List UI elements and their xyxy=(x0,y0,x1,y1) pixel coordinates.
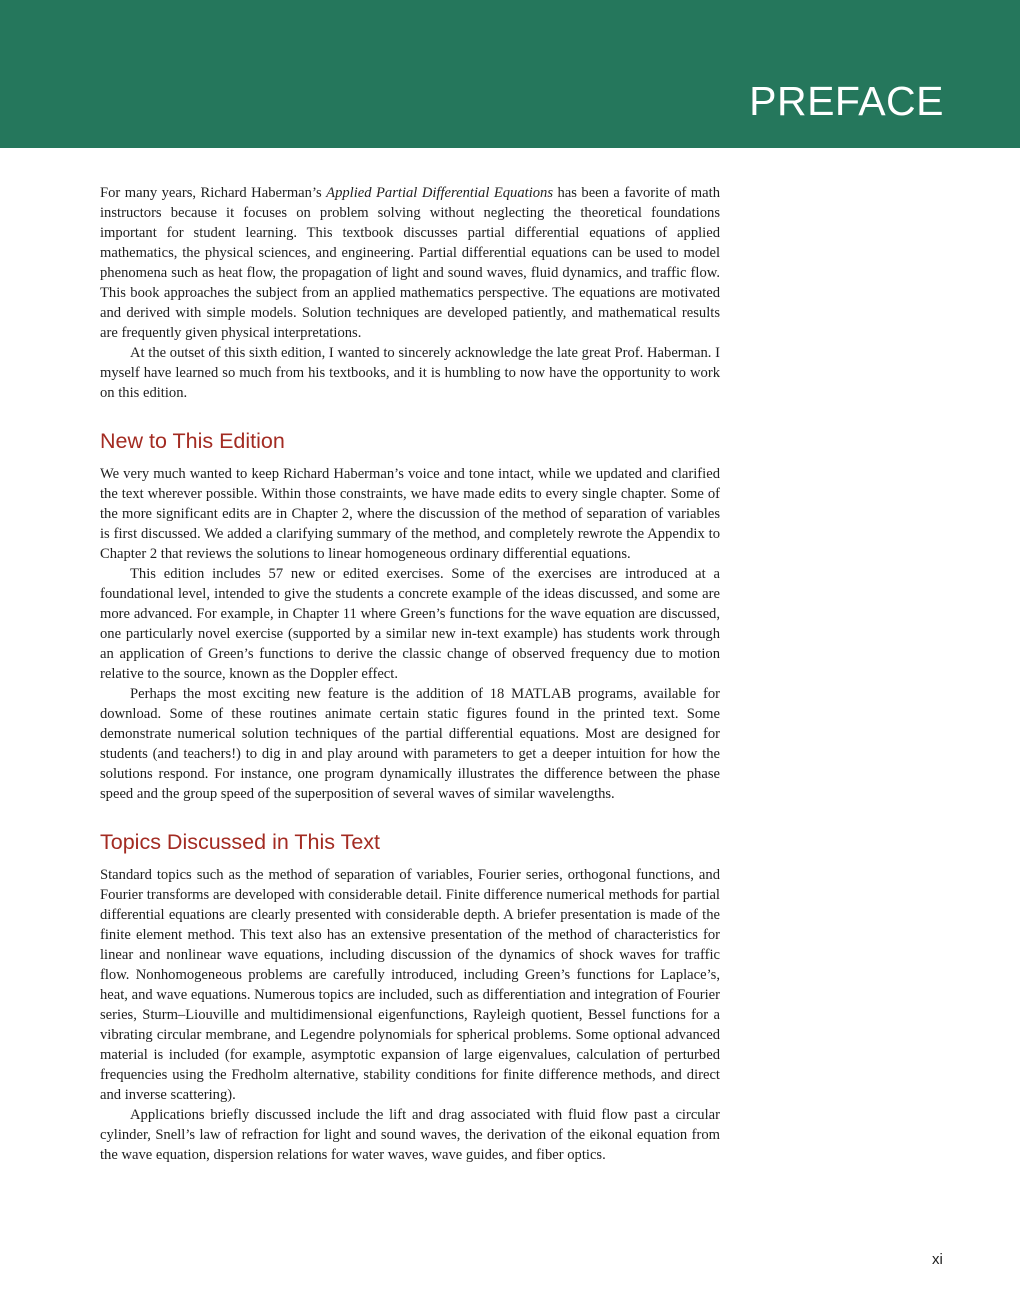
new-edition-paragraph-3: Perhaps the most exciting new feature is the addition of 18 MATLAB programs, available for download. Some of these routines animate certain static figures found in the printed text. Some demonstrate numerical solution techniques of the partial differential equations. Most are designed for students (and teachers!) to dig in and play around with parameters to get a deeper intuition for how the solutions respond. For instance, one program dynamically illustrates the difference between the phase speed and the group speed of the superposition of several waves of similar wavelengths. xyxy=(100,686,720,802)
section-heading-topics: Topics Discussed in This Text xyxy=(100,830,381,854)
topics-paragraph-2: Applications briefly discussed include the lift and drag associated with fluid flow past a circular cylinder, Snell’s law of refraction for light and sound waves, the derivation of the eikonal equation from the wave equation, dispersion relations for water waves, wave guides, and fiber optics. xyxy=(100,1107,720,1163)
topics-paragraph-1: Standard topics such as the method of separation of variables, Fourier series, orthogonal functions, and Fourier transforms are developed with considerable detail. Finite difference numerical methods for partial differential equations are clearly presented with considerable depth. A briefer presentation is made of the finite element method. This text also has an extensive presentation of the method of characteristics for linear and nonlinear wave equations, including discussion of the dynamics of shock waves for traffic flow. Nonhomogeneous problems are carefully introduced, including Green’s functions for Laplace’s, heat, and wave equations. Numerous topics are included, such as differentiation and integration of Fourier series, Sturm–Liouville and multidimensional eigenfunctions, Rayleigh quotient, Bessel functions for a vibrating circular membrane, and Legendre polynomials for spherical problems. Some optional advanced material is included (for example, asymptotic expansion of large eigenvalues, calculation of perturbed frequencies using the Fredholm alternative, stability conditions for finite difference methods, and direct and inverse scattering). xyxy=(100,867,720,1103)
intro-text-rest: has been a favorite of math instructors because it focuses on problem solving without neglecting the theoretical foundations important for student learning. This textbook discusses partial differential equations of applied mathematics, the physical sciences, and engineering. Partial differential equations can be used to model phenomena such as heat flow, the propagation of light and sound waves, fluid dynamics, and traffic flow. This book approaches the subject from an applied mathematics perspective. The equations are motivated and derived with simple models. Solution techniques are developed patiently, and mathematical results are frequently given physical interpretations. xyxy=(100,185,720,341)
page-number: xi xyxy=(932,1251,943,1268)
intro-text-prefix: For many years, Richard Haberman’s xyxy=(100,185,327,201)
section-heading-new-edition: New to This Edition xyxy=(100,429,285,453)
header-band xyxy=(0,0,1020,148)
new-edition-paragraph-1: We very much wanted to keep Richard Haberman’s voice and tone intact, while we updated and clarified the text wherever possible. Within those constraints, we have made edits to every single chapter. Some of the more significant edits are in Chapter 2, where the discussion of the method of separation of variables is first discussed. We added a clarifying summary of the method, and completely rewrote the Appendix to Chapter 2 that reviews the solutions to linear homogeneous ordinary differential equations. xyxy=(100,466,720,562)
chapter-title: PREFACE xyxy=(749,78,944,124)
page-body xyxy=(100,183,720,1165)
intro-paragraph-1 xyxy=(100,183,720,343)
new-edition-paragraph-2: This edition includes 57 new or edited exercises. Some of the exercises are introduced at a foundational level, intended to give the students a concrete example of the ideas discussed, and some are more advanced. For example, in Chapter 11 where Green’s functions for the wave equation are discussed, one particularly novel exercise (supported by a similar new in-text example) has students work through an application of Green’s functions to derive the classic change of observed frequency due to motion relative to the source, known as the Doppler effect. xyxy=(100,566,720,682)
intro-paragraph-2: At the outset of this sixth edition, I wanted to sincerely acknowledge the late great Prof. Haberman. I myself have learned so much from his textbooks, and it is humbling to now have the opportunity to work on this edition. xyxy=(100,345,720,401)
book-title: Applied Partial Differential Equations xyxy=(326,185,554,201)
